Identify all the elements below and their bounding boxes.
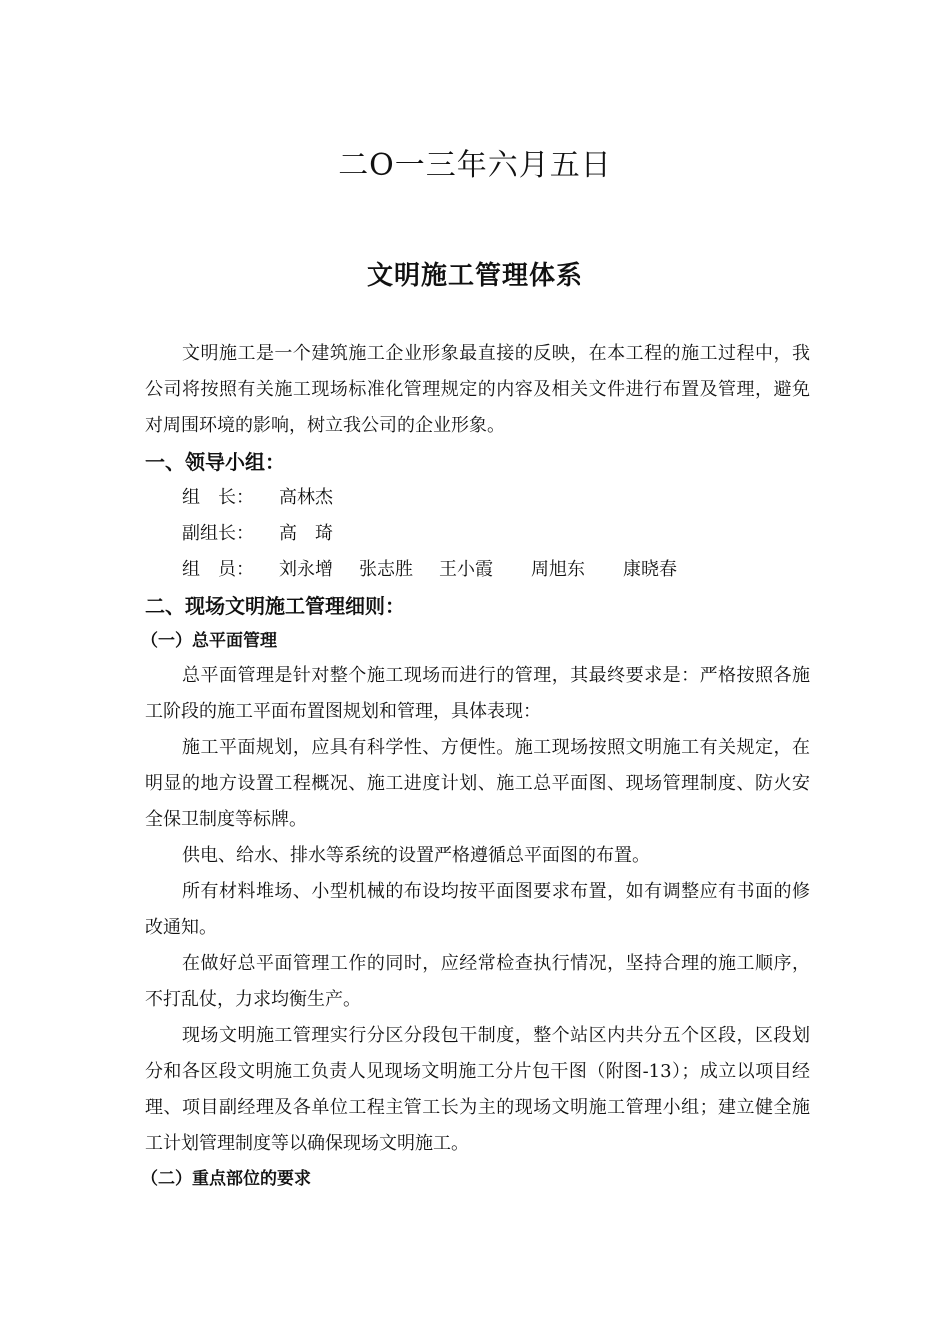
members-row (145, 552, 810, 588)
member-name: 康晓春 (623, 559, 677, 580)
deputy-name: 高 琦 (279, 523, 333, 544)
leader-label: 组 长： (182, 487, 254, 508)
leader-row (145, 480, 810, 516)
site-plan-paragraph: 所有材料堆场、小型机械的布设均按平面图要求布置，如有调整应有书面的修改通知。 (145, 881, 810, 938)
section-heading-rules: 二、现场文明施工管理细则： (145, 594, 405, 618)
subsection-heading-key-areas: （二）重点部位的要求 (141, 1169, 311, 1189)
deputy-row (145, 516, 810, 552)
document-title: 文明施工管理体系 (366, 261, 583, 291)
site-plan-paragraph: 施工平面规划，应具有科学性、方便性。施工现场按照文明施工有关规定，在明显的地方设置工程概况、施工进度计划、施工总平面图、现场管理制度、防火安全保卫制度等标牌。 (145, 737, 810, 830)
site-plan-paragraph: 在做好总平面管理工作的同时，应经常检查执行情况，坚持合理的施工顺序，不打乱仗，力求均衡生产。 (145, 953, 810, 1010)
document-body (141, 336, 810, 1196)
site-plan-paragraph: 供电、给水、排水等系统的设置严格遵循总平面图的布置。 (182, 845, 650, 866)
deputy-label: 副组长： (182, 523, 254, 544)
subsection-heading-site-plan: （一）总平面管理 (141, 631, 277, 651)
members-list (279, 552, 703, 588)
leader-name: 高林杰 (279, 487, 333, 508)
member-name: 王小霞 (439, 559, 493, 580)
member-name: 张志胜 (359, 559, 413, 580)
site-plan-paragraph: 总平面管理是针对整个施工现场而进行的管理，其最终要求是：严格按照各施工阶段的施工平面布置图规划和管理，具体表现： (145, 665, 810, 722)
site-plan-paragraph: 现场文明施工管理实行分区分段包干制度，整个站区内共分五个区段，区段划分和各区段文明施工负责人见现场文明施工分片包干图（附图-13）；成立以项目经理、项目副经理及各单位工程主管工长为主的现场文明施工管理小组；建立健全施工计划管理制度等以确保现场文明施工。 (145, 1025, 810, 1154)
intro-paragraph: 文明施工是一个建筑施工企业形象最直接的反映，在本工程的施工过程中，我公司将按照有关施工现场标准化管理规定的内容及相关文件进行布置及管理，避免对周围环境的影响，树立我公司的企业形象。 (145, 343, 810, 436)
member-name: 周旭东 (531, 559, 585, 580)
member-name: 刘永增 (279, 559, 333, 580)
section-heading-leadership: 一、领导小组： (145, 450, 285, 474)
members-label: 组 员： (182, 559, 254, 580)
document-date: 二O一三年六月五日 (338, 148, 612, 183)
